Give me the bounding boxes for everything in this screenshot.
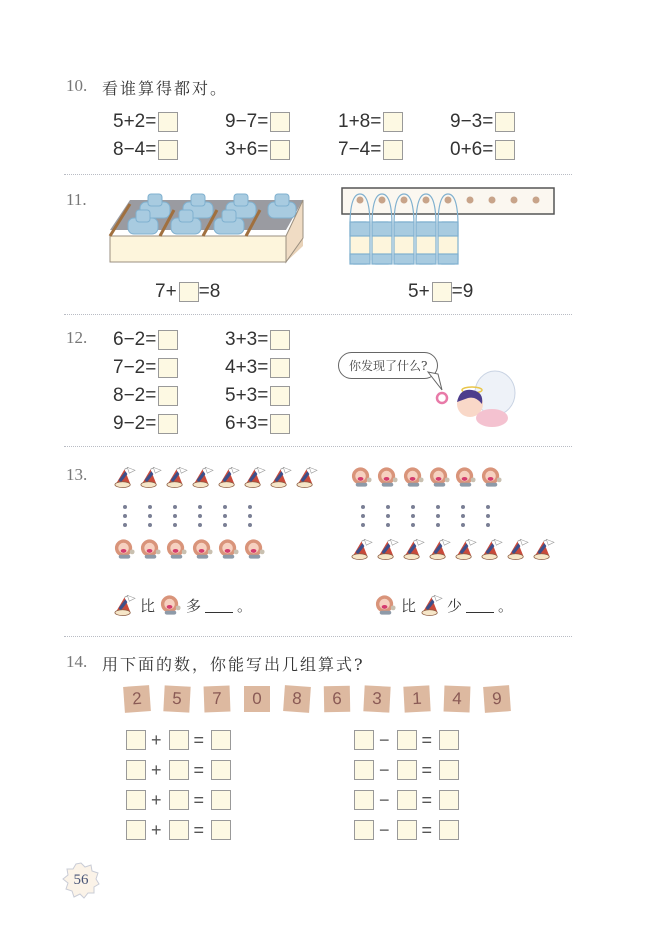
lion-icon (350, 466, 373, 488)
answer-box[interactable] (439, 820, 459, 840)
equation (225, 384, 290, 408)
equation-11-left (155, 280, 220, 304)
answer-box[interactable] (158, 112, 178, 132)
plus-sign: + (151, 789, 162, 810)
party-hat-icon (420, 594, 443, 616)
lion-icon (243, 538, 266, 560)
equation (113, 138, 178, 162)
equals-sign: = (421, 819, 433, 840)
answer-box[interactable] (495, 140, 515, 160)
subtraction-row (352, 788, 459, 812)
answer-box[interactable] (169, 820, 189, 840)
party-hat-icon (402, 538, 425, 560)
equation (450, 138, 515, 162)
minus-sign: − (379, 789, 390, 810)
compare-word: 比 (401, 596, 417, 615)
equation-text: 5+ (408, 281, 430, 302)
addition-row (124, 818, 231, 842)
minus-sign: − (379, 759, 390, 780)
equation (113, 356, 178, 380)
section-divider (64, 636, 572, 637)
answer-blank[interactable] (205, 598, 233, 613)
plus-sign: + (151, 729, 162, 750)
answer-box[interactable] (270, 414, 290, 434)
equation-text: 7+ (155, 281, 177, 302)
bottle-rack-illustration (340, 186, 555, 268)
party-hat-icon (428, 538, 451, 560)
subtraction-row (352, 758, 459, 782)
compare-word: 比 (140, 596, 156, 615)
equation-11-right (408, 280, 473, 304)
equation-text: 1+8= (338, 111, 382, 132)
answer-box[interactable] (158, 358, 178, 378)
answer-box[interactable] (158, 414, 178, 434)
party-hat-row (113, 466, 318, 488)
subtraction-equations (352, 728, 459, 842)
lion-icon (159, 594, 182, 616)
equation (225, 328, 290, 352)
plus-sign: + (151, 759, 162, 780)
answer-box[interactable] (270, 330, 290, 350)
bottle-crate-illustration (108, 190, 308, 268)
lion-icon (374, 594, 397, 616)
subtraction-row (352, 818, 459, 842)
speech-bubble: 你发现了什么? (338, 352, 438, 379)
number-card[interactable]: 3 (363, 685, 390, 712)
addition-row (124, 728, 231, 752)
question-number-14: 14. (66, 652, 88, 671)
equation-text: 7−2= (113, 357, 157, 378)
equation-text: 6+3= (225, 413, 269, 434)
answer-box[interactable] (158, 386, 178, 406)
party-hat-icon (350, 538, 373, 560)
question-14-title: 用下面的数，你能写出几组算式? (102, 655, 365, 674)
question-number-11: 11. (66, 190, 87, 209)
comparison-sentence-right (374, 594, 513, 616)
plus-sign: + (151, 819, 162, 840)
equation (225, 356, 290, 380)
lion-icon (139, 538, 162, 560)
equation-text: 3+6= (225, 139, 269, 160)
lion-icon (428, 466, 451, 488)
equals-sign: = (193, 789, 205, 810)
equation (113, 110, 178, 134)
minus-sign: − (379, 819, 390, 840)
result-word: 少 (447, 596, 463, 615)
answer-box[interactable] (169, 760, 189, 780)
answer-box[interactable] (354, 820, 374, 840)
party-hat-icon (243, 466, 266, 488)
lion-icon (402, 466, 425, 488)
answer-box[interactable] (397, 820, 417, 840)
answer-box[interactable] (432, 282, 452, 302)
answer-box[interactable] (439, 730, 459, 750)
lion-row (113, 538, 266, 560)
equals-sign: = (193, 729, 205, 750)
answer-box[interactable] (397, 730, 417, 750)
party-hat-icon (165, 466, 188, 488)
equation (338, 138, 403, 162)
equals-sign: = (421, 789, 433, 810)
equation (113, 328, 178, 352)
equation-text: 3+3= (225, 329, 269, 350)
lion-row (350, 466, 503, 488)
answer-box[interactable] (179, 282, 199, 302)
equation-text: 8−2= (113, 385, 157, 406)
number-card[interactable]: 2 (123, 685, 151, 713)
matching-dots (122, 505, 252, 527)
answer-box[interactable] (211, 730, 231, 750)
answer-box[interactable] (211, 820, 231, 840)
number-card[interactable]: 4 (444, 686, 471, 713)
answer-box[interactable] (354, 790, 374, 810)
party-hat-icon (191, 466, 214, 488)
angel-character-illustration (420, 368, 520, 438)
party-hat-icon (506, 538, 529, 560)
lion-icon (454, 466, 477, 488)
addition-row (124, 788, 231, 812)
party-hat-icon (139, 466, 162, 488)
equals-sign: = (421, 729, 433, 750)
page-number: 56 (73, 872, 89, 888)
number-cards (124, 686, 524, 712)
matching-dots (360, 505, 490, 527)
party-hat-icon (113, 594, 136, 616)
equation-text: 7−4= (338, 139, 382, 160)
number-card[interactable]: 0 (244, 686, 270, 712)
party-hat-icon (532, 538, 555, 560)
party-hat-icon (269, 466, 292, 488)
equation-text: 6−2= (113, 329, 157, 350)
lion-icon (376, 466, 399, 488)
question-number-13: 13. (66, 465, 88, 484)
answer-box[interactable] (158, 140, 178, 160)
number-card[interactable]: 5 (163, 685, 190, 712)
equation (113, 412, 178, 436)
number-card[interactable]: 7 (204, 686, 231, 713)
number-card[interactable]: 1 (403, 685, 430, 712)
equation (450, 110, 515, 134)
addition-equations (124, 728, 231, 842)
answer-box[interactable] (169, 730, 189, 750)
answer-box[interactable] (383, 112, 403, 132)
equation (225, 412, 290, 436)
lion-icon (113, 538, 136, 560)
answer-blank[interactable] (466, 598, 494, 613)
lion-icon (191, 538, 214, 560)
section-divider (64, 314, 572, 315)
answer-box[interactable] (270, 112, 290, 132)
period: 。 (498, 596, 514, 615)
answer-box[interactable] (439, 760, 459, 780)
equation (113, 384, 178, 408)
answer-box[interactable] (126, 760, 146, 780)
answer-box[interactable] (169, 790, 189, 810)
equation-text: 0+6= (450, 139, 494, 160)
section-divider (64, 174, 572, 175)
equation-text: 4+3= (225, 357, 269, 378)
answer-box[interactable] (495, 112, 515, 132)
equation (338, 110, 403, 134)
answer-box[interactable] (397, 760, 417, 780)
number-card[interactable]: 6 (324, 686, 350, 712)
equals-sign: = (193, 819, 205, 840)
equation-text: 5+2= (113, 111, 157, 132)
equation-text: 9−7= (225, 111, 269, 132)
equals-sign: = (193, 759, 205, 780)
equation (225, 138, 290, 162)
addition-row (124, 758, 231, 782)
answer-box[interactable] (211, 760, 231, 780)
party-hat-icon (454, 538, 477, 560)
answer-box[interactable] (270, 358, 290, 378)
result-word: 多 (186, 596, 202, 615)
answer-box[interactable] (270, 386, 290, 406)
subtraction-row (352, 728, 459, 752)
answer-box[interactable] (126, 730, 146, 750)
equation-text: 9−2= (113, 413, 157, 434)
answer-box[interactable] (158, 330, 178, 350)
equals-sign: = (421, 759, 433, 780)
number-card[interactable]: 8 (283, 685, 311, 713)
equation-text: 8−4= (113, 139, 157, 160)
equation-text: =8 (198, 281, 221, 302)
answer-box[interactable] (354, 730, 374, 750)
party-hat-icon (376, 538, 399, 560)
answer-box[interactable] (383, 140, 403, 160)
answer-box[interactable] (126, 820, 146, 840)
equation-text: =9 (451, 281, 474, 302)
equation (225, 110, 290, 134)
lion-icon (165, 538, 188, 560)
lion-icon (217, 538, 240, 560)
equation-text: 5+3= (225, 385, 269, 406)
period: 。 (237, 596, 253, 615)
party-hat-row (350, 538, 555, 560)
party-hat-icon (295, 466, 318, 488)
answer-box[interactable] (354, 760, 374, 780)
answer-box[interactable] (211, 790, 231, 810)
answer-box[interactable] (439, 790, 459, 810)
comparison-sentence-left (113, 594, 252, 616)
section-divider (64, 446, 572, 447)
question-10-title: 看谁算得都对。 (102, 79, 229, 98)
answer-box[interactable] (270, 140, 290, 160)
answer-box[interactable] (126, 790, 146, 810)
lion-icon (480, 466, 503, 488)
answer-box[interactable] (397, 790, 417, 810)
question-number-10: 10. (66, 76, 88, 95)
equation-text: 9−3= (450, 111, 494, 132)
party-hat-icon (480, 538, 503, 560)
party-hat-icon (113, 466, 136, 488)
minus-sign: − (379, 729, 390, 750)
number-card[interactable]: 9 (483, 685, 511, 713)
party-hat-icon (217, 466, 240, 488)
question-number-12: 12. (66, 328, 88, 347)
